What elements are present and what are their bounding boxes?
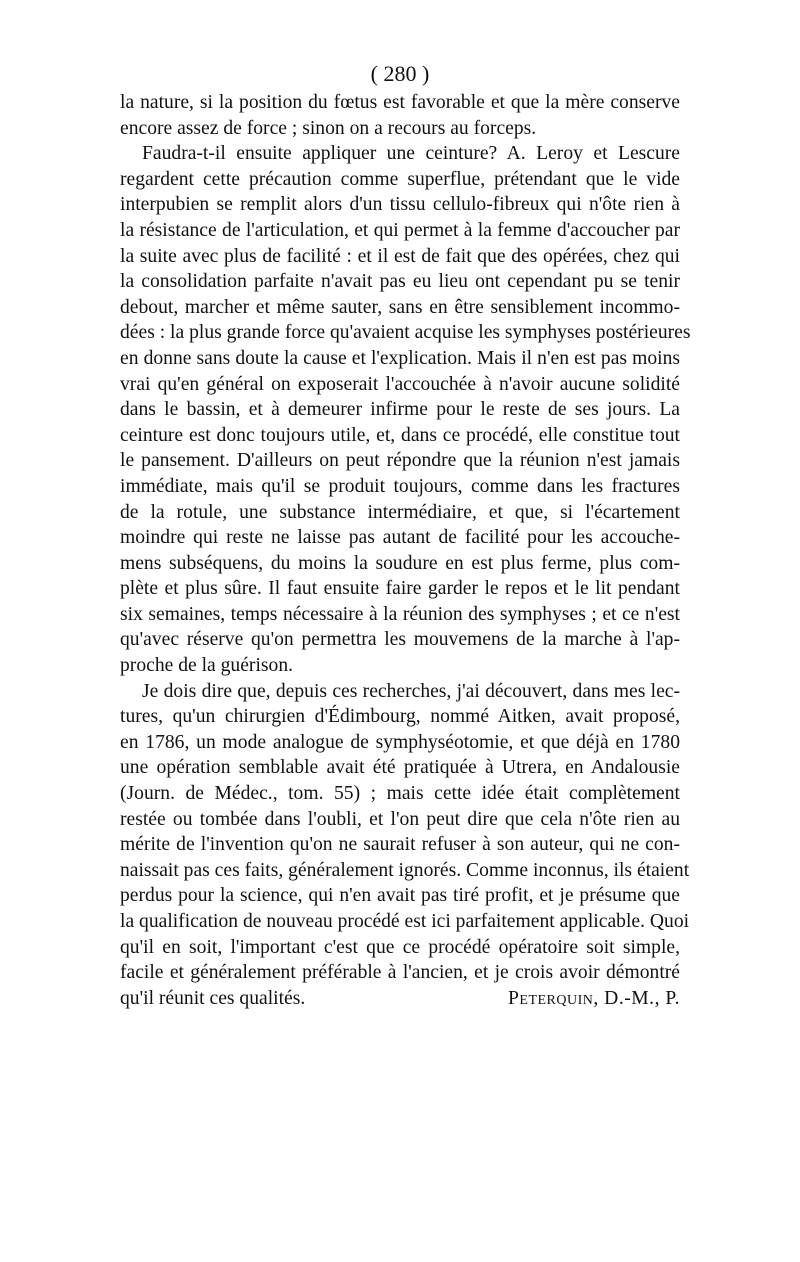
text-line: regardent cette précaution comme superflue, prétendant que le vide	[120, 168, 680, 190]
text-line: le pansement. D'ailleurs on peut répondre que la réunion n'est jamais	[120, 450, 680, 472]
text-line: encore assez de force ; sinon on a recours au forceps.	[120, 117, 537, 139]
text-line: mens subséquens, du moins la soudure en est plus ferme, plus com-	[120, 552, 680, 574]
text-line: perdus pour la science, qui n'en avait pas tiré profit, et je présume que	[120, 885, 680, 907]
text-line: la consolidation parfaite n'avait pas eu lieu ont cependant pu se tenir	[120, 271, 680, 293]
text-line: dées : la plus grande force qu'avaient acquise les symphyses postérieures	[120, 322, 691, 344]
text-line: la résistance de l'articulation, et qui permet à la femme d'accoucher par	[120, 219, 680, 241]
paragraph-2	[120, 141, 691, 678]
text-line: six semaines, temps nécessaire à la réunion des symphyses ; et ce n'est	[120, 603, 680, 625]
text-line: Je dois dire que, depuis ces recherches, j'ai découvert, dans mes lec-	[142, 680, 680, 702]
paragraph-3	[120, 679, 690, 1012]
text-line: mérite de l'invention qu'on ne saurait refuser à son auteur, qui ne con-	[120, 834, 680, 856]
text-line: tures, qu'un chirurgien d'Édimbourg, nommé Aitken, avait proposé,	[120, 706, 680, 728]
page-number: ( 280 )	[370, 61, 430, 86]
text-line: naissait pas ces faits, généralement ignorés. Comme inconnus, ils étaient	[120, 859, 690, 881]
text-line: de la rotule, une substance intermédiaire, et que, si l'écartement	[120, 501, 680, 523]
text-line: la nature, si la position du fœtus est favorable et que la mère conserve	[120, 92, 680, 113]
text-line: debout, marcher et même sauter, sans en être sensiblement incommo-	[120, 296, 680, 318]
closing-text: qu'il réunit ces qualités.	[120, 987, 306, 1009]
paragraph-1	[120, 90, 680, 141]
text-line: moindre qui reste ne laisse pas autant de facilité pour les accouche-	[120, 527, 680, 549]
text-line: proche de la guérison.	[120, 655, 294, 677]
text-line: facile et généralement préférable à l'ancien, et je crois avoir démontré	[120, 962, 680, 984]
document-page	[120, 60, 691, 1011]
text-line: Faudra-t-il ensuite appliquer une ceinture? A. Leroy et Lescure	[142, 143, 680, 165]
text-line: plète et plus sûre. Il faut ensuite faire garder le repos et le lit pendant	[120, 578, 680, 600]
text-line: une opération semblable avait été pratiquée à Utrera, en Andalousie	[120, 757, 680, 779]
author-signature: Peterquin, D.-M., P.	[508, 987, 680, 1009]
text-line: dans le bassin, et à demeurer infirme pour le reste de ses jours. La	[120, 399, 680, 421]
text-line: ceinture est donc toujours utile, et, dans ce procédé, elle constitue tout	[120, 424, 680, 446]
text-line: vrai qu'en général on exposerait l'accouchée à n'avoir aucune solidité	[120, 373, 680, 395]
text-line: interpubien se remplit alors d'un tissu cellulo-fibreux qui n'ôte rien à	[120, 194, 680, 216]
text-line: immédiate, mais qu'il se produit toujours, comme dans les fractures	[120, 475, 680, 497]
text-line: en 1786, un mode analogue de symphyséotomie, et que déjà en 1780	[120, 731, 680, 753]
text-line: en donne sans doute la cause et l'explication. Mais il n'en est pas moins	[120, 347, 680, 369]
text-line: la suite avec plus de facilité : et il est de fait que des opérées, chez qui	[120, 245, 680, 267]
closing-line	[120, 986, 680, 1012]
text-line: qu'il en soit, l'important c'est que ce procédé opératoire soit simple,	[120, 936, 680, 958]
text-line: qu'avec réserve qu'on permettra les mouvemens de la marche à l'ap-	[120, 629, 680, 651]
text-line: la qualification de nouveau procédé est ici parfaitement applicable. Quoi	[120, 911, 690, 932]
text-line: restée ou tombée dans l'oubli, et l'on peut dire que cela n'ôte rien au	[120, 808, 680, 830]
text-line: (Journ. de Médec., tom. 55) ; mais cette idée était complètement	[120, 783, 680, 805]
